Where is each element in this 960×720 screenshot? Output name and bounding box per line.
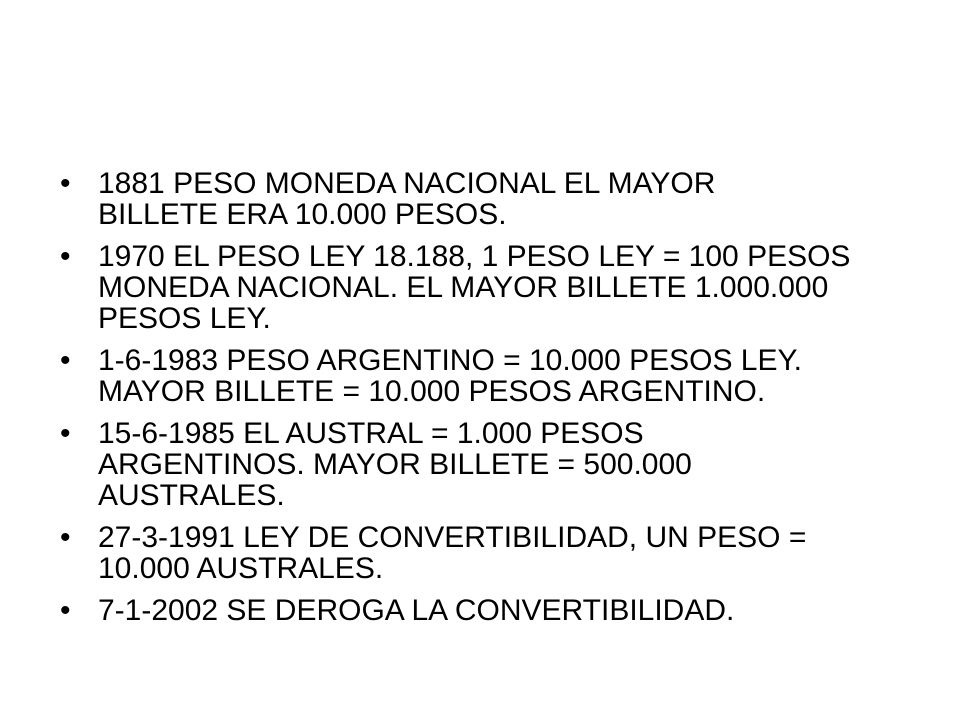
bullet-icon: • bbox=[60, 344, 71, 377]
bullet-icon: • bbox=[60, 521, 71, 554]
bullet-icon: • bbox=[60, 594, 71, 627]
bullet-text: 1970 EL PESO LEY 18.188, 1 PESO LEY = 100 PESOS MONEDA NACIONAL. EL MAYOR BILLETE 1.000.000 PESOS LEY. bbox=[98, 240, 851, 335]
bullet-text: 27-3-1991 LEY DE CONVERTIBILIDAD, UN PESO = 10.000 AUSTRALES. bbox=[98, 521, 807, 585]
bullet-text: 7-1-2002 SE DEROGA LA CONVERTIBILIDAD. bbox=[98, 594, 735, 627]
bullet-text: 1-6-1983 PESO ARGENTINO = 10.000 PESOS LEY. MAYOR BILLETE = 10.000 PESOS ARGENTINO. bbox=[98, 344, 802, 408]
bullet-item-1983 bbox=[60, 345, 920, 407]
bullet-list bbox=[60, 168, 920, 637]
bullet-icon: • bbox=[60, 417, 71, 450]
bullet-item-1991 bbox=[60, 522, 920, 584]
bullet-icon: • bbox=[60, 240, 71, 273]
bullet-item-1970 bbox=[60, 241, 920, 334]
bullet-item-2002 bbox=[60, 595, 920, 626]
bullet-item-1985 bbox=[60, 418, 920, 511]
bullet-item-1881 bbox=[60, 168, 920, 230]
bullet-text: 15-6-1985 EL AUSTRAL = 1.000 PESOS ARGENTINOS. MAYOR BILLETE = 500.000 AUSTRALES. bbox=[98, 417, 692, 512]
bullet-text: 1881 PESO MONEDA NACIONAL EL MAYOR BILLETE ERA 10.000 PESOS. bbox=[98, 167, 716, 231]
bullet-icon: • bbox=[60, 167, 71, 200]
